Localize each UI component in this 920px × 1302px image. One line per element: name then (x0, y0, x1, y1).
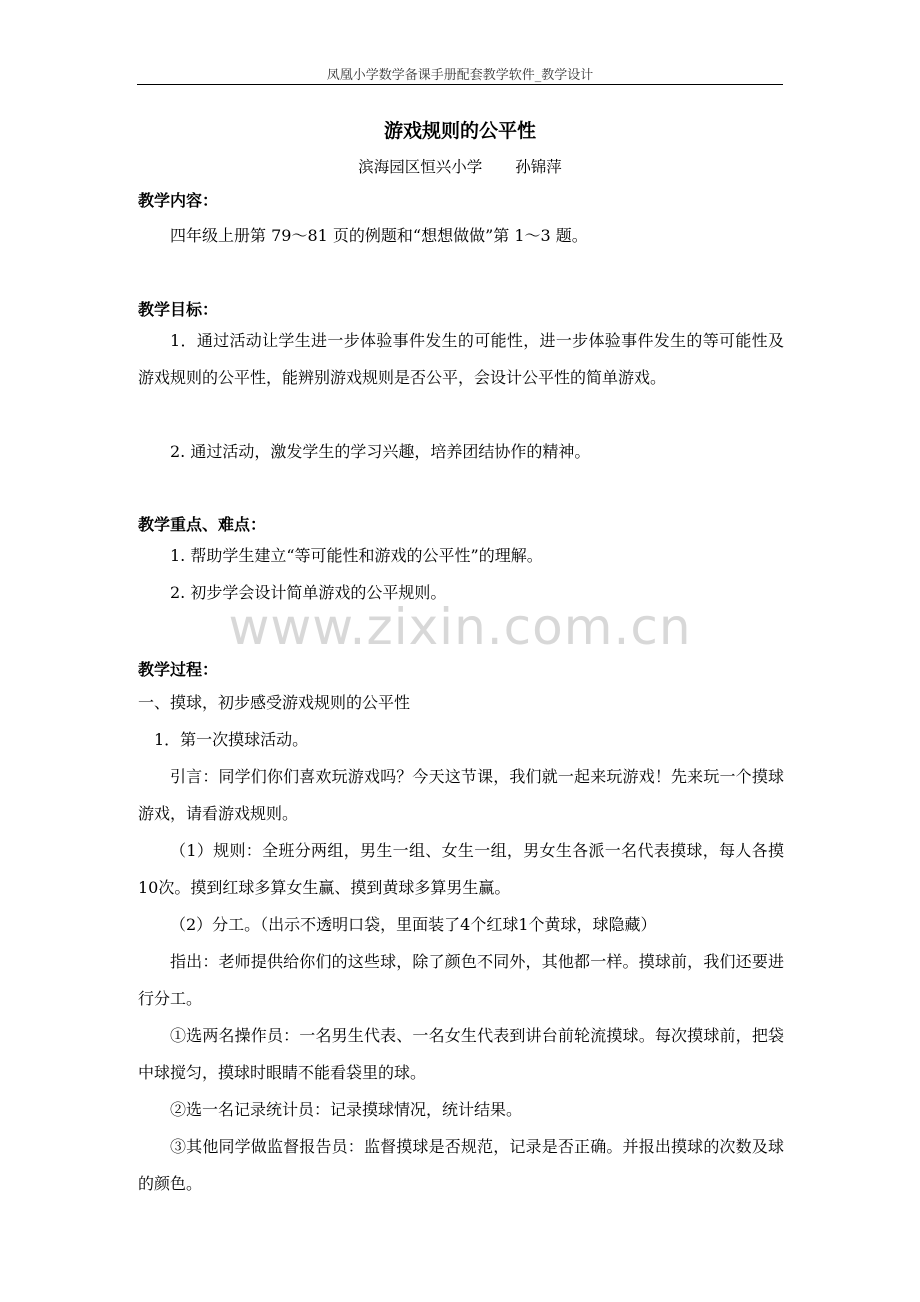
goal-item-1: 1．通过活动让学生进一步体验事件发生的可能性，进一步体验事件发生的等可能性及游戏规则的公平性，能辨别游戏规则是否公平，会设计公平性的简单游戏。 (138, 331, 784, 387)
process-step-1: 1．第一次摸球活动。 (154, 730, 309, 749)
document-title: 游戏规则的公平性 (383, 120, 536, 142)
process-paragraph-division: （2）分工。（出示不透明口袋，里面装了4个红球1个黄球，球隐藏） (170, 915, 657, 934)
process-paragraph-operators: ①选两名操作员：一名男生代表、一名女生代表到讲台前轮流摸球。每次摸球前，把袋中球搅匀，摸球时眼睛不能看袋里的球。 (138, 1026, 784, 1082)
process-part-1: 一、摸球，初步感受游戏规则的公平性 (138, 693, 411, 712)
author-line (0, 155, 920, 177)
section-heading-keypoints: 教学重点、难点： (138, 515, 267, 534)
section-heading-goals: 教学目标： (138, 300, 219, 319)
author-school: 滨海园区恒兴小学 (358, 158, 483, 176)
author-name: 孙锦萍 (515, 158, 562, 176)
header-divider (137, 84, 783, 85)
keypoint-item-2: 2. 初步学会设计简单游戏的公平规则。 (170, 583, 447, 602)
keypoint-item-1: 1. 帮助学生建立“等可能性和游戏的公平性”的理解。 (170, 546, 543, 565)
watermark: www.zixin.com.cn (228, 598, 692, 656)
process-paragraph-recorder: ②选一名记录统计员：记录摸球情况，统计结果。 (170, 1100, 523, 1119)
process-paragraph-intro: 引言：同学们你们喜欢玩游戏吗？今天这节课，我们就一起来玩游戏！先来玩一个摸球游戏，请看游戏规则。 (138, 767, 784, 823)
process-paragraph-supervisors: ③其他同学做监督报告员：监督摸球是否规范，记录是否正确。并报出摸球的次数及球的颜色。 (138, 1137, 784, 1193)
process-paragraph-note: 指出：老师提供给你们的这些球，除了颜色不同外，其他都一样。摸球前，我们还要进行分工。 (138, 952, 784, 1008)
section-heading-process: 教学过程： (138, 660, 219, 679)
goal-item-2: 2. 通过活动，激发学生的学习兴趣，培养团结协作的精神。 (170, 442, 591, 461)
page-header: 凤凰小学数学备课手册配套教学软件_教学设计 (326, 68, 594, 83)
process-paragraph-rules: （1）规则：全班分两组，男生一组、女生一组，男女生各派一名代表摸球，每人各摸10次。摸到红球多算女生赢、摸到黄球多算男生赢。 (138, 841, 784, 897)
content-paragraph: 四年级上册第 79～81 页的例题和“想想做做”第 1～3 题。 (170, 226, 588, 245)
section-heading-content: 教学内容： (138, 191, 219, 210)
